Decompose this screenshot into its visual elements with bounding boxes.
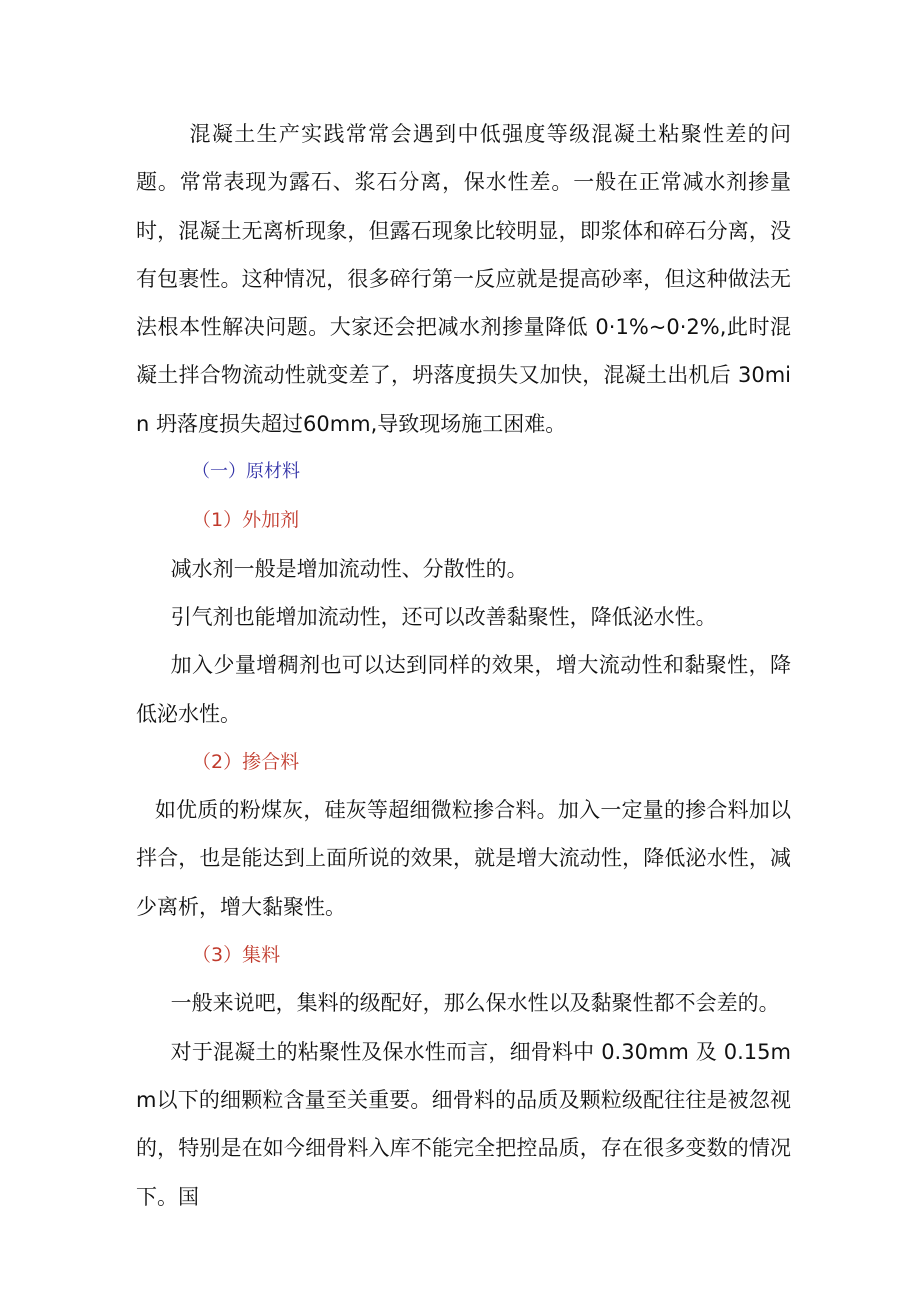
subsection-title-aggregate: （3）集料 <box>192 944 281 967</box>
subsection-title-admixture: （1）外加剂 <box>192 509 300 532</box>
admixture-paragraph-2: 引气剂也能增加流动性，还可以改善黏聚性，降低泌水性。 <box>170 604 717 629</box>
admixture-paragraph-3: 加入少量增稠剂也可以达到同样的效果，增大流动性和黏聚性，降低泌水性。 <box>136 653 791 726</box>
document-page <box>136 110 791 1221</box>
intro-paragraph: 混凝土生产实践常常会遇到中低强度等级混凝土粘聚性差的问题。常常表现为露石、浆石分离，保水性差。一般在正常减水剂掺量时，混凝土无离析现象，但露石现象比较明显，即浆体和碎石分离，没有包裹性。这种情况，很多碎行第一反应就是提高砂率，但这种做法无法根本性解决问题。大家还会把减水剂掺量降低 0·1%~0·2%,此时混凝土拌合物流动性就变差了，坍落度损失又加快，混凝土出机后 30min 坍落度损失超过60mm,导致现场施工困难。 <box>136 122 791 436</box>
aggregate-paragraph-2: 对于混凝土的粘聚性及保水性而言，细骨料中 0.30mm 及 0.15mm以下的细颗粒含量至关重要。细骨料的品质及颗粒级配往往是被忽视的，特别是在如今细骨料入库不能完全把控品质，存在很多变数的情况下。国 <box>136 1039 791 1209</box>
section-title-raw-materials: （一）原材料 <box>192 461 300 483</box>
subsection-title-mineral-admixture: （2）掺合料 <box>192 750 300 773</box>
mineral-admixture-paragraph: 如优质的粉煤灰，硅灰等超细微粒掺合料。加入一定量的掺合料加以拌合，也是能达到上面所说的效果，就是增大流动性，降低泌水性，减少离析，增大黏聚性。 <box>136 798 791 919</box>
aggregate-paragraph-1: 一般来说吧，集料的级配好，那么保水性以及黏聚性都不会差的。 <box>170 991 780 1016</box>
admixture-paragraph-1: 减水剂一般是增加流动性、分散性的。 <box>170 556 528 581</box>
